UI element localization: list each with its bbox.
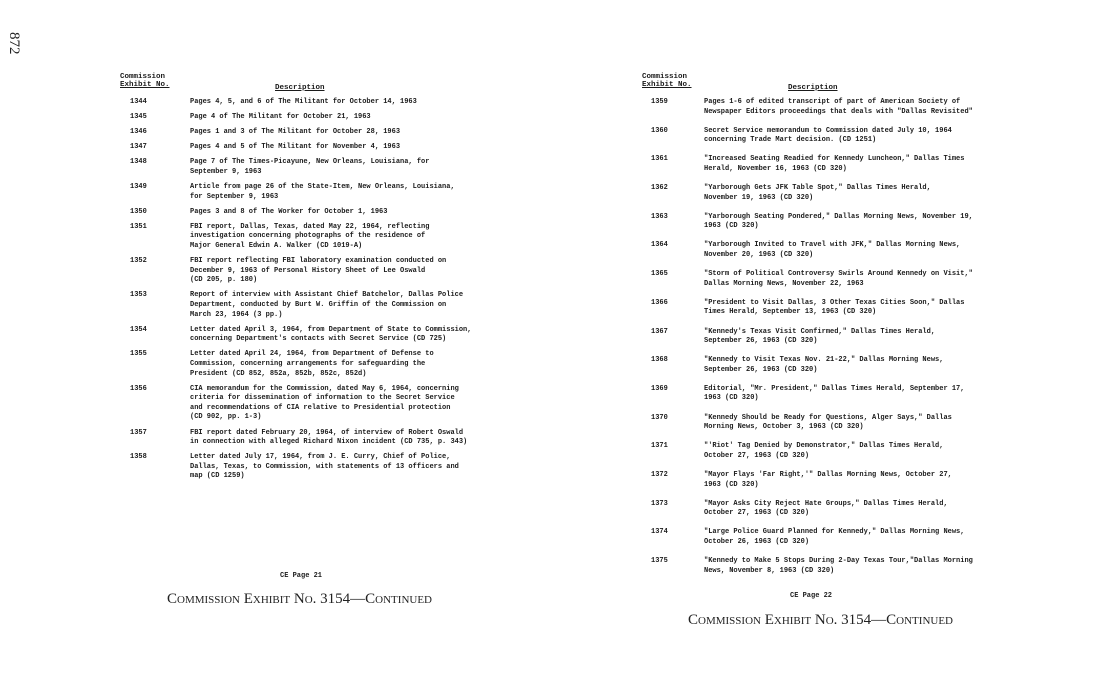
table-row — [120, 223, 540, 252]
left-column — [120, 70, 540, 580]
table-row — [120, 143, 540, 153]
exhibit-number: 1354 — [130, 325, 147, 334]
exhibit-header-line1: Commission — [120, 73, 166, 81]
exhibit-description: Page 4 of The Militant for October 21, 1963 — [190, 113, 371, 122]
exhibit-list — [642, 98, 1022, 576]
exhibit-description: "'Riot' Tag Denied by Demonstrator," Dallas Times Herald, October 27, 1963 (CD 320) — [704, 442, 944, 460]
exhibit-description: "Large Police Guard Planned for Kennedy," Dallas Morning News, October 26, 1963 (CD 320) — [704, 528, 965, 546]
exhibit-no-header — [120, 73, 170, 89]
exhibit-header-line2: Exhibit No. — [642, 81, 692, 89]
table-row — [642, 155, 1022, 174]
table-row — [642, 184, 1022, 203]
table-row — [120, 429, 540, 448]
exhibit-description: "Mayor Asks City Reject Hate Groups," Dallas Times Herald, October 27, 1963 (CD 320) — [704, 499, 948, 518]
exhibit-description: Letter dated April 24, 1964, from Department of Defense to Commission, concerning arrangements for safeguarding the President (CD 852, 852a, 852b, 852c, 852d) — [190, 350, 434, 378]
exhibit-description: FBI report reflecting FBI laboratory examination conducted on December 9, 1963 of Personal History Sheet of Lee Oswald (CD 205, p. 180) — [190, 257, 447, 285]
exhibit-number: 1375 — [651, 557, 668, 565]
table-row — [120, 113, 540, 123]
exhibit-number: 1367 — [651, 327, 668, 336]
exhibit-description: "Yarborough Seating Pondered," Dallas Morning News, November 19, 1963 (CD 320) — [704, 212, 973, 231]
exhibit-description: "Yarborough Invited to Travel with JFK," Dallas Morning News, November 20, 1963 (CD 320) — [704, 241, 961, 260]
table-row — [642, 557, 1022, 576]
table-row — [642, 471, 1022, 490]
table-row — [642, 385, 1022, 404]
table-row — [120, 326, 540, 345]
exhibit-description: Page 7 of The Times-Picayune, New Orleans, Louisiana, for September 9, 1963 — [190, 158, 430, 176]
exhibit-number: 1355 — [130, 350, 147, 359]
table-row — [120, 208, 540, 218]
exhibit-number: 1351 — [130, 222, 147, 231]
table-row — [120, 453, 540, 482]
exhibit-description: Letter dated April 3, 1964, from Department of State to Commission, concerning Department's contacts with Secret Service (CD 725) — [190, 325, 472, 344]
exhibit-number: 1352 — [130, 257, 147, 266]
description-header: Description — [788, 84, 838, 92]
exhibit-description: "Kennedy to Visit Texas Nov. 21-22," Dallas Morning News, September 26, 1963 (CD 320) — [704, 356, 944, 374]
exhibit-number: 1365 — [651, 270, 668, 279]
exhibit-description: Article from page 26 of the State-Item, New Orleans, Louisiana, for September 9, 1963 — [190, 183, 455, 201]
exhibit-number: 1368 — [651, 356, 668, 365]
table-row — [120, 291, 540, 320]
exhibit-number: 1363 — [651, 212, 668, 221]
exhibit-number: 1356 — [130, 384, 147, 393]
exhibit-description: Letter dated July 17, 1964, from J. E. Curry, Chief of Police, Dallas, Texas, to Commission, with statements of 13 officers and map (CD 1259) — [190, 453, 459, 481]
exhibit-number: 1349 — [130, 183, 147, 192]
exhibit-number: 1360 — [651, 126, 668, 135]
exhibit-number: 1359 — [651, 98, 668, 106]
table-row — [642, 213, 1022, 232]
exhibit-description: Secret Service memorandum to Commission dated July 10, 1964 concerning Trade Mart decision. (CD 1251) — [704, 126, 952, 145]
exhibit-number: 1348 — [130, 158, 147, 167]
table-row — [120, 128, 540, 138]
exhibit-number: 1358 — [130, 453, 147, 462]
table-header — [642, 70, 1022, 98]
exhibit-header-line2: Exhibit No. — [120, 81, 170, 89]
exhibit-list — [120, 98, 540, 482]
description-header: Description — [275, 84, 325, 92]
exhibit-description: "Increased Seating Readied for Kennedy Luncheon," Dallas Times Herald, November 16, 1963 (CD 320) — [704, 155, 965, 173]
table-row — [642, 500, 1022, 519]
table-row — [642, 241, 1022, 260]
exhibit-caption: Commission Exhibit No. 3154—Continued — [688, 612, 953, 628]
exhibit-description: FBI report, Dallas, Texas, dated May 22, 1964, reflecting investigation concerning photographs of the residence of Major General Edwin A. Walker (CD 1019-A) — [190, 222, 430, 251]
exhibit-no-header — [642, 73, 692, 89]
exhibit-number: 1345 — [130, 113, 147, 122]
exhibit-description: Pages 4, 5, and 6 of The Militant for October 14, 1963 — [190, 98, 417, 106]
exhibit-number: 1370 — [651, 413, 668, 422]
table-row — [120, 183, 540, 202]
exhibit-description: Pages 3 and 8 of The Worker for October 1, 1963 — [190, 207, 388, 216]
exhibit-caption: Commission Exhibit No. 3154—Continued — [167, 591, 432, 607]
exhibit-number: 1364 — [651, 241, 668, 250]
exhibit-number: 1373 — [651, 499, 668, 508]
page-number: 872 — [6, 32, 22, 55]
exhibit-description: "Storm of Political Controversy Swirls Around Kennedy on Visit," Dallas Morning News, November 22, 1963 — [704, 270, 973, 288]
exhibit-description: Report of interview with Assistant Chief Batchelor, Dallas Police Department, conducted by Burt W. Griffin of the Commission on March 23, 1964 (3 pp.) — [190, 291, 464, 319]
exhibit-description: Pages 4 and 5 of The Militant for November 4, 1963 — [190, 143, 401, 152]
table-row — [642, 127, 1022, 146]
exhibit-description: FBI report dated February 20, 1964, of interview of Robert Oswald in connection with alleged Richard Nixon incident (CD 735, p. 343) — [190, 428, 468, 447]
table-row — [642, 442, 1022, 461]
table-row — [642, 270, 1022, 289]
table-row — [120, 158, 540, 177]
table-header — [120, 70, 540, 98]
table-row — [642, 528, 1022, 547]
table-row — [642, 328, 1022, 347]
exhibit-description: "Kennedy Should be Ready for Questions, Alger Says," Dallas Morning News, October 3, 1963 (CD 320) — [704, 413, 952, 432]
exhibit-number: 1357 — [130, 428, 147, 437]
exhibit-number: 1344 — [130, 98, 147, 106]
exhibit-number: 1372 — [651, 470, 668, 479]
exhibit-description: Pages 1-6 of edited transcript of part of American Society of Newspaper Editors proceedings that deals with "Dallas Revisited" — [704, 98, 973, 116]
exhibit-number: 1369 — [651, 384, 668, 393]
exhibit-description: "Kennedy to Make 5 Stops During 2-Day Texas Tour,"Dallas Morning News, November 8, 1963 (CD 320) — [704, 557, 973, 575]
table-row — [120, 98, 540, 108]
exhibit-description: Editorial, "Mr. President," Dallas Times Herald, September 17, 1963 (CD 320) — [704, 384, 965, 403]
table-row — [642, 356, 1022, 375]
table-row — [120, 350, 540, 379]
exhibit-number: 1361 — [651, 155, 668, 164]
exhibit-description: "Mayor Flays 'Far Right,'" Dallas Morning News, October 27, 1963 (CD 320) — [704, 470, 952, 489]
page-reference: CE Page 22 — [790, 592, 833, 600]
exhibit-description: "President to Visit Dallas, 3 Other Texas Cities Soon," Dallas Times Herald, September 13, 1963 (CD 320) — [704, 298, 965, 317]
exhibit-description: Pages 1 and 3 of The Militant for October 28, 1963 — [190, 128, 401, 137]
exhibit-description: CIA memorandum for the Commission, dated May 6, 1964, concerning criteria for dissemination of information to the Secret Service and recommendations of CIA relative to Presidential protection (CD 902, pp. 1-3) — [190, 384, 459, 422]
exhibit-number: 1371 — [651, 442, 668, 451]
exhibit-number: 1350 — [130, 207, 147, 216]
exhibit-number: 1374 — [651, 528, 668, 537]
exhibit-description: "Kennedy's Texas Visit Confirmed," Dallas Times Herald, September 26, 1963 (CD 320) — [704, 327, 936, 346]
exhibit-number: 1347 — [130, 143, 147, 152]
exhibit-number: 1362 — [651, 184, 668, 193]
exhibit-number: 1366 — [651, 298, 668, 307]
exhibit-number: 1353 — [130, 291, 147, 300]
exhibit-number: 1346 — [130, 128, 147, 137]
page-reference: CE Page 21 — [280, 572, 323, 580]
right-column — [642, 70, 1022, 600]
exhibit-description: "Yarborough Gets JFK Table Spot," Dallas Times Herald, November 19, 1963 (CD 320) — [704, 184, 931, 202]
table-row — [642, 98, 1022, 117]
table-row — [120, 257, 540, 286]
exhibit-header-line1: Commission — [642, 73, 688, 81]
table-row — [120, 385, 540, 423]
table-row — [642, 299, 1022, 318]
table-row — [642, 414, 1022, 433]
